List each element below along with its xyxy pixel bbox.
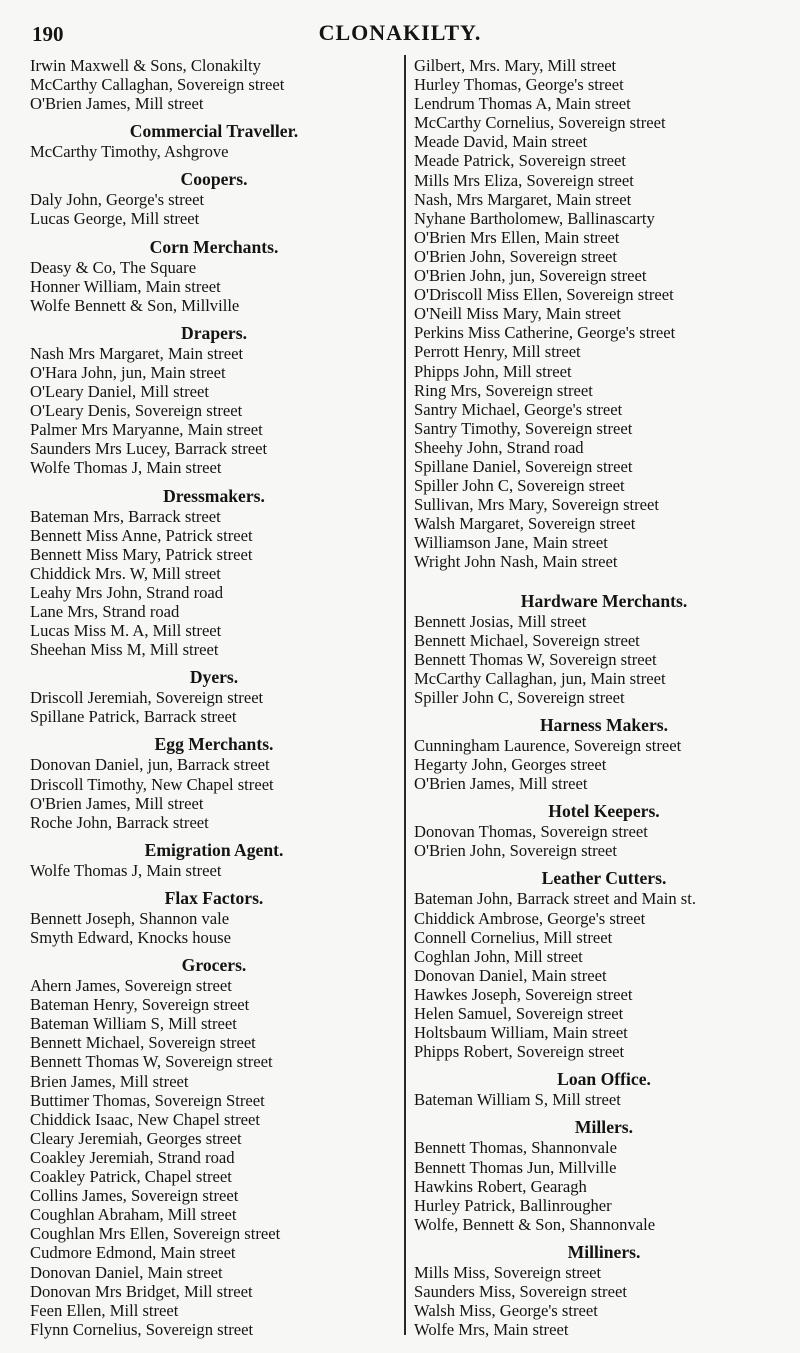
trade-section bbox=[414, 869, 794, 1061]
directory-entry: Hawkes Joseph, Sovereign street bbox=[414, 984, 633, 1004]
section-heading: Harness Makers. bbox=[539, 715, 669, 735]
directory-entry: Coakley Jeremiah, Strand road bbox=[30, 1147, 235, 1167]
directory-entry: Hurley Patrick, Ballinrougher bbox=[414, 1195, 612, 1215]
section-heading: Hardware Merchants. bbox=[520, 590, 688, 611]
section-heading: Flax Factors. bbox=[164, 887, 264, 908]
directory-entry: Helen Samuel, Sovereign street bbox=[414, 1004, 624, 1024]
directory-entry: Bateman Mrs, Barrack street bbox=[30, 506, 221, 526]
directory-entry: Bateman William S, Mill street bbox=[414, 1090, 621, 1110]
section-heading: Commercial Traveller. bbox=[129, 121, 299, 142]
directory-entry: Bennett Michael, Sovereign street bbox=[414, 630, 640, 650]
directory-entry: Saunders Miss, Sovereign street bbox=[414, 1281, 627, 1301]
directory-entry: Leahy Mrs John, Strand road bbox=[30, 582, 224, 602]
directory-entry: Nash Mrs Margaret, Main street bbox=[30, 343, 244, 363]
directory-entry: Smyth Edward, Knocks house bbox=[30, 928, 231, 947]
directory-entry: McCarthy Callaghan, Sovereign street bbox=[30, 75, 285, 95]
directory-entry: Spillane Patrick, Barrack street bbox=[30, 707, 237, 727]
directory-entry: Palmer Mrs Maryanne, Main street bbox=[30, 420, 263, 440]
section-heading: Millers. bbox=[574, 1117, 634, 1138]
directory-entry: O'Brien James, Mill street bbox=[30, 94, 204, 114]
directory-entry: Lendrum Thomas A, Main street bbox=[414, 94, 631, 114]
directory-entry: O'Brien James, Mill street bbox=[414, 774, 588, 794]
trade-section bbox=[30, 487, 398, 660]
directory-entry: Coughlan Abraham, Mill street bbox=[30, 1205, 237, 1225]
directory-entry: Collins James, Sovereign street bbox=[30, 1186, 239, 1206]
directory-entry: Driscoll Jeremiah, Sovereign street bbox=[30, 688, 264, 708]
section-heading: Leather Cutters. bbox=[541, 868, 667, 889]
directory-entry: Hawkins Robert, Gearagh bbox=[414, 1176, 587, 1196]
directory-entry: Honner William, Main street bbox=[30, 276, 221, 296]
directory-entry: Donovan Thomas, Sovereign street bbox=[414, 822, 648, 842]
directory-entry: Lucas George, Mill street bbox=[30, 209, 200, 229]
directory-entry: Connell Cornelius, Mill street bbox=[414, 927, 613, 947]
directory-entry: Wolfe Mrs, Main street bbox=[414, 1320, 569, 1340]
directory-entry: Saunders Mrs Lucey, Barrack street bbox=[30, 439, 268, 459]
directory-entry: McCarthy Cornelius, Sovereign street bbox=[414, 113, 666, 133]
section-heading: Corn Merchants. bbox=[149, 236, 279, 257]
directory-entry: Wolfe Thomas J, Main street bbox=[30, 458, 222, 478]
directory-entry: Meade David, Main street bbox=[414, 132, 588, 152]
section-heading: Hotel Keepers. bbox=[548, 801, 660, 822]
section-heading: Drapers. bbox=[181, 322, 247, 343]
directory-entry: Donovan Daniel, Main street bbox=[30, 1262, 223, 1282]
directory-entry: Coghlan John, Mill street bbox=[414, 946, 583, 966]
directory-entry: McCarthy Timothy, Ashgrove bbox=[30, 142, 229, 162]
directory-entry: Ring Mrs, Sovereign street bbox=[414, 380, 593, 400]
directory-entry: Deasy & Co, The Square bbox=[30, 257, 197, 277]
trade-section bbox=[414, 1243, 794, 1339]
directory-entry: Phipps Robert, Sovereign street bbox=[414, 1042, 625, 1062]
trade-section bbox=[414, 802, 794, 860]
directory-entry: Flynn Cornelius, Sovereign street bbox=[30, 1319, 254, 1339]
page-title: CLONAKILTY. bbox=[318, 20, 482, 45]
directory-entry: Mills Mrs Eliza, Sovereign street bbox=[414, 170, 634, 190]
directory-entry: Chiddick Mrs. W, Mill street bbox=[30, 563, 221, 583]
directory-entry: Coughlan Mrs Ellen, Sovereign street bbox=[30, 1224, 281, 1244]
section-heading: Grocers. bbox=[181, 955, 247, 976]
directory-entry: O'Brien James, Mill street bbox=[30, 793, 204, 813]
directory-entry: O'Brien John, jun, Sovereign street bbox=[414, 266, 647, 286]
directory-entry: Cudmore Edmond, Main street bbox=[30, 1243, 236, 1263]
right-column bbox=[414, 56, 794, 1339]
directory-entry: O'Leary Daniel, Mill street bbox=[30, 382, 210, 402]
directory-entry: Wolfe, Bennett & Son, Shannonvale bbox=[414, 1214, 656, 1234]
directory-entry: Bennett Thomas W, Sovereign street bbox=[414, 649, 657, 669]
directory-entry: Sheehy John, Strand road bbox=[414, 437, 584, 457]
directory-entry: Mills Miss, Sovereign street bbox=[414, 1262, 602, 1282]
trade-section bbox=[30, 170, 398, 228]
trade-section bbox=[30, 122, 398, 161]
directory-entry: Spillane Daniel, Sovereign street bbox=[414, 456, 633, 476]
directory-entry: Cunningham Laurence, Sovereign street bbox=[414, 736, 682, 755]
directory-entry: Ahern James, Sovereign street bbox=[30, 976, 232, 996]
trade-section bbox=[30, 841, 398, 880]
directory-entry: Feen Ellen, Mill street bbox=[30, 1300, 179, 1320]
trade-section bbox=[30, 668, 398, 726]
section-heading: Egg Merchants. bbox=[154, 734, 274, 755]
directory-entry: Spiller John C, Sovereign street bbox=[414, 476, 625, 496]
directory-entry: Bateman John, Barrack street and Main st. bbox=[414, 889, 697, 909]
trade-section bbox=[30, 956, 398, 1339]
directory-entry: Donovan Mrs Bridget, Mill street bbox=[30, 1281, 253, 1301]
directory-entry: Bennett Josias, Mill street bbox=[414, 611, 587, 631]
directory-entry: Wolfe Thomas J, Main street bbox=[30, 860, 222, 880]
directory-entry: Bennett Thomas, Shannonvale bbox=[414, 1138, 617, 1158]
page-header bbox=[0, 18, 800, 48]
column-divider bbox=[404, 55, 406, 1335]
directory-entry: Bateman Henry, Sovereign street bbox=[30, 995, 250, 1015]
directory-entry: Bateman William S, Mill street bbox=[30, 1014, 237, 1034]
trade-section bbox=[30, 238, 398, 315]
trade-section bbox=[30, 324, 398, 478]
directory-entry: Meade Patrick, Sovereign street bbox=[414, 151, 626, 171]
directory-entry: Cleary Jeremiah, Georges street bbox=[30, 1128, 242, 1148]
directory-entry: Walsh Miss, George's street bbox=[414, 1301, 598, 1321]
directory-entry: O'Driscoll Miss Ellen, Sovereign street bbox=[414, 285, 674, 305]
directory-entry: Coakley Patrick, Chapel street bbox=[30, 1167, 232, 1187]
directory-entry: O'Leary Denis, Sovereign street bbox=[30, 401, 243, 421]
page-number: 190 bbox=[32, 22, 64, 46]
section-heading: Dyers. bbox=[189, 667, 239, 688]
trade-section bbox=[414, 1118, 794, 1233]
directory-entry: Sullivan, Mrs Mary, Sovereign street bbox=[414, 495, 660, 515]
directory-entry: Donovan Daniel, jun, Barrack street bbox=[30, 755, 270, 775]
trade-section bbox=[414, 592, 794, 707]
directory-entry: Wright John Nash, Main street bbox=[414, 552, 618, 572]
left-column bbox=[30, 56, 398, 1339]
directory-entry: Daly John, George's street bbox=[30, 190, 205, 210]
directory-entry: O'Neill Miss Mary, Main street bbox=[414, 304, 622, 324]
directory-entry: Nash, Mrs Margaret, Main street bbox=[414, 189, 632, 209]
section-heading: Emigration Agent. bbox=[144, 839, 284, 860]
trade-section bbox=[30, 889, 398, 947]
directory-entry: Nyhane Bartholomew, Ballinascarty bbox=[414, 208, 655, 228]
directory-entry: Chiddick Ambrose, George's street bbox=[414, 908, 646, 928]
directory-entry: Driscoll Timothy, New Chapel street bbox=[30, 774, 274, 794]
directory-entry: Lane Mrs, Strand road bbox=[30, 601, 180, 621]
trade-section bbox=[414, 1070, 794, 1109]
directory-entry: Holtsbaum William, Main street bbox=[414, 1023, 628, 1043]
directory-entry: Sheehan Miss M, Mill street bbox=[30, 640, 219, 660]
section-heading: Milliners. bbox=[567, 1241, 641, 1262]
directory-entry: Bennett Thomas Jun, Millville bbox=[414, 1157, 617, 1177]
directory-entry: Santry Timothy, Sovereign street bbox=[414, 418, 633, 438]
directory-entry: Bennett Michael, Sovereign street bbox=[30, 1033, 256, 1053]
directory-entry: O'Brien John, Sovereign street bbox=[414, 841, 617, 861]
directory-entry: Irwin Maxwell & Sons, Clonakilty bbox=[30, 56, 261, 75]
section-heading: Loan Office. bbox=[557, 1069, 651, 1090]
directory-entry: Perkins Miss Catherine, George's street bbox=[414, 323, 676, 343]
directory-entry: Bennett Miss Mary, Patrick street bbox=[30, 544, 253, 564]
section-heading: Coopers. bbox=[180, 169, 248, 190]
directory-entry: Wolfe Bennett & Son, Millville bbox=[30, 295, 240, 315]
directory-entry: Williamson Jane, Main street bbox=[414, 533, 608, 553]
directory-entry: Bennett Miss Anne, Patrick street bbox=[30, 525, 253, 545]
directory-entry: O'Hara John, jun, Main street bbox=[30, 362, 226, 382]
directory-entry: O'Brien John, Sovereign street bbox=[414, 246, 617, 266]
directory-entry: Hurley Thomas, George's street bbox=[414, 75, 624, 95]
directory-entry: Phipps John, Mill street bbox=[414, 361, 572, 381]
directory-entry: Perrott Henry, Mill street bbox=[414, 342, 581, 362]
directory-entry: McCarthy Callaghan, jun, Main street bbox=[414, 668, 666, 688]
section-heading: Dressmakers. bbox=[163, 485, 265, 506]
directory-entry: Bennett Joseph, Shannon vale bbox=[30, 908, 230, 928]
directory-entry: Roche John, Barrack street bbox=[30, 812, 209, 832]
directory-entry: Walsh Margaret, Sovereign street bbox=[414, 514, 636, 534]
directory-entry: Hegarty John, Georges street bbox=[414, 755, 607, 775]
directory-entry: Buttimer Thomas, Sovereign Street bbox=[30, 1090, 265, 1110]
directory-entry: Donovan Daniel, Main street bbox=[414, 965, 607, 985]
directory-entry: Gilbert, Mrs. Mary, Mill street bbox=[414, 56, 617, 75]
directory-entry: Lucas Miss M. A, Mill street bbox=[30, 621, 222, 641]
trade-section bbox=[30, 735, 398, 831]
trade-section bbox=[414, 716, 794, 793]
directory-entry: Spiller John C, Sovereign street bbox=[414, 687, 625, 707]
directory-entry: O'Brien Mrs Ellen, Main street bbox=[414, 227, 620, 247]
directory-entry: Chiddick Isaac, New Chapel street bbox=[30, 1109, 260, 1129]
directory-entry: Bennett Thomas W, Sovereign street bbox=[30, 1052, 273, 1072]
directory-entry: Brien James, Mill street bbox=[30, 1071, 189, 1091]
directory-entry: Santry Michael, George's street bbox=[414, 399, 623, 419]
